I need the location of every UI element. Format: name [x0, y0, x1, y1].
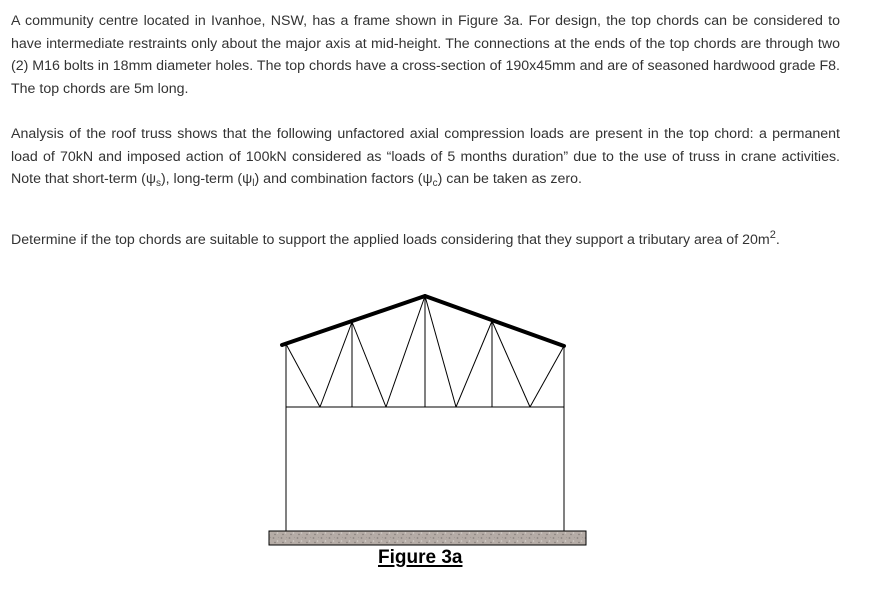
top-chord-right [425, 296, 564, 346]
superscript-2: 2 [769, 229, 776, 241]
para2-text-a: Analysis of the roof truss shows that the following unfactored axial compression loads are present in the top chord: a permanent load of 70kN and imposed action of 100kN considered as “loads of 5 months duration” due to the use of truss in crane activities. Note that short-term ( [11, 126, 840, 188]
problem-paragraph-1: A community centre located in Ivanhoe, NSW, has a frame shown in Figure 3a. For design, the top chords can be considered to have intermediate restraints only about the major axis at mid-height. The connections at the ends of the top chords are through two (2) M16 bolts in 18mm diameter holes. The top chords have a cross-section of 190x45mm and are of seasoned hardwood grade F8. The top chords are 5m long. [11, 13, 840, 98]
psi-symbol-c: ψ [422, 171, 433, 188]
para2-text-c: ) and combination factors ( [254, 171, 423, 188]
subscript-l: l [252, 178, 255, 190]
top-chord-left [282, 296, 425, 345]
figure-caption: Figure 3a [378, 547, 463, 568]
concrete-footing [269, 531, 586, 545]
para2-text-d: ) can be taken as zero. [437, 171, 582, 188]
subscript-s: s [155, 178, 161, 190]
para2-text-b: ), long-term ( [160, 171, 243, 188]
para3-end: . [775, 232, 780, 248]
subscript-c: c [432, 178, 438, 190]
para3-text: Determine if the top chords are suitable to support the applied loads considering that they support a tributary area of 20m [11, 232, 770, 248]
psi-symbol-l: ψ [242, 171, 253, 188]
psi-symbol-s: ψ [145, 171, 156, 188]
truss-web-members [286, 296, 564, 407]
